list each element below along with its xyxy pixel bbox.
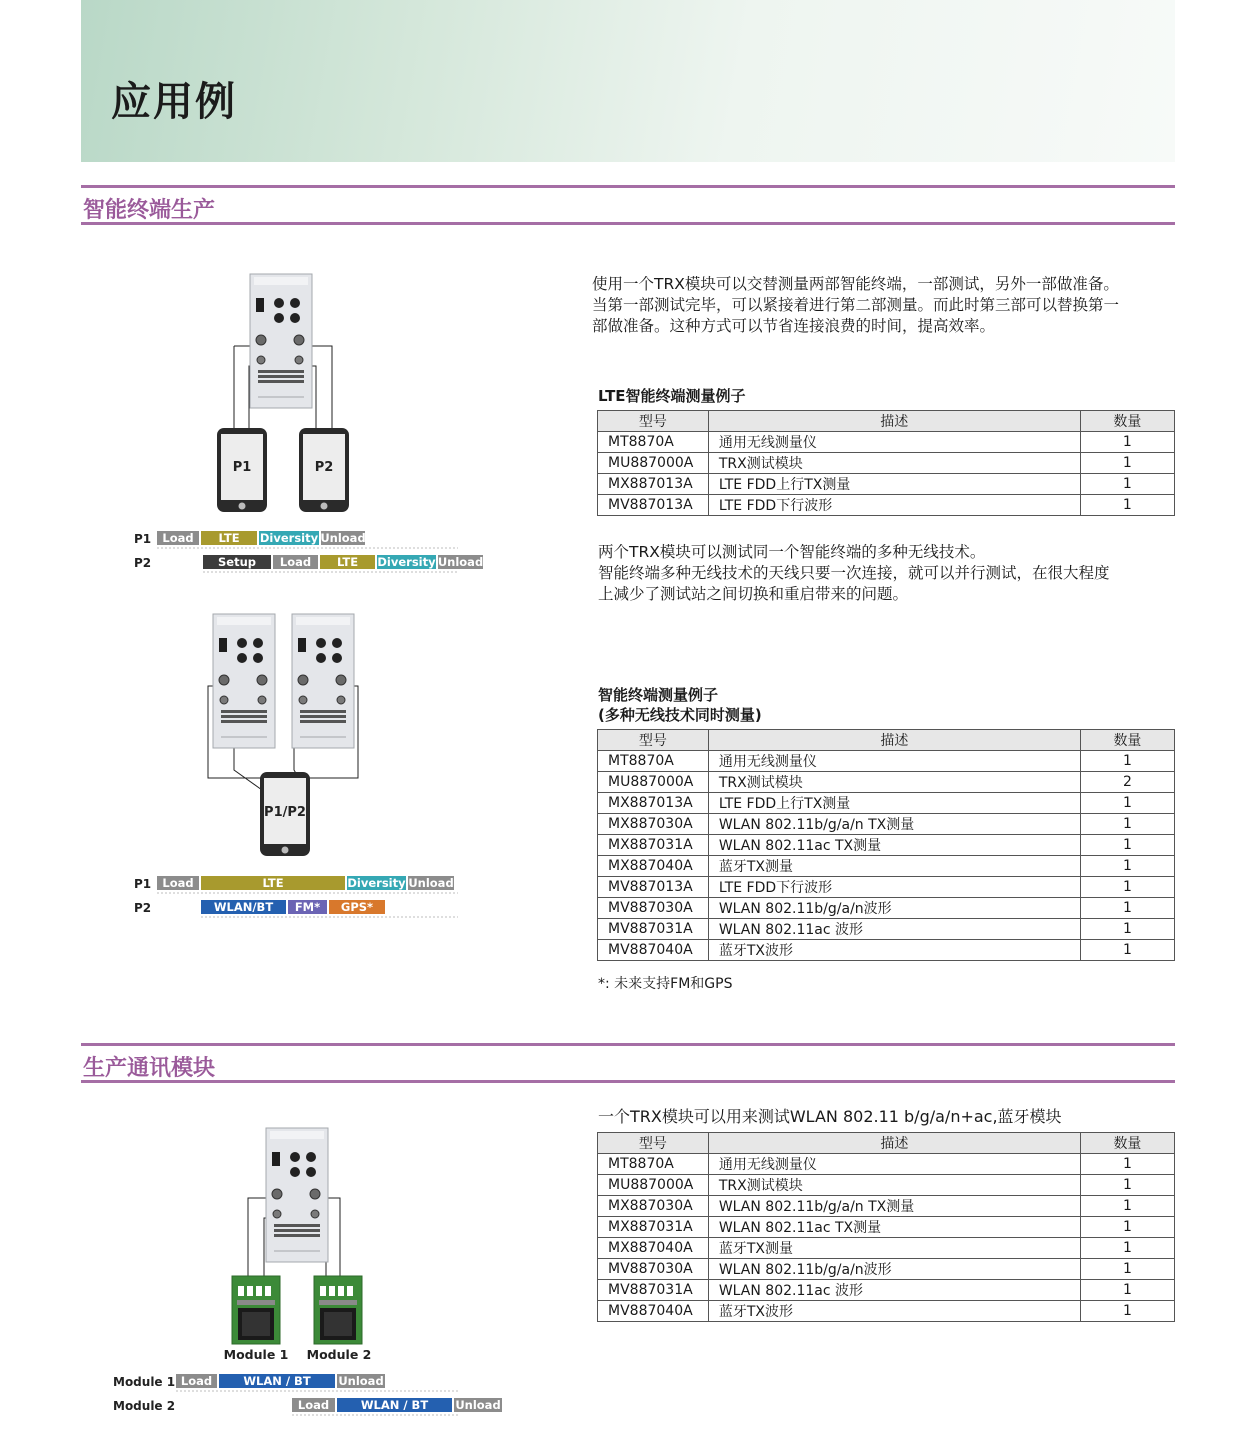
cell-desc: 通用无线测量仪 bbox=[708, 432, 1080, 453]
cell-qty: 1 bbox=[1080, 453, 1174, 474]
cell-qty: 1 bbox=[1080, 1259, 1174, 1280]
trx-module-icon bbox=[292, 614, 354, 748]
cell-desc: TRX测试模块 bbox=[708, 1175, 1080, 1196]
cell-qty: 1 bbox=[1080, 1217, 1174, 1238]
timeline-bar-label: Load bbox=[162, 876, 194, 890]
cell-qty: 1 bbox=[1080, 919, 1174, 940]
cell-desc: LTE FDD上行TX测量 bbox=[708, 793, 1080, 814]
cell-desc: 蓝牙TX波形 bbox=[708, 940, 1080, 961]
cell-model: MV887013A bbox=[598, 877, 709, 898]
section-title: 智能终端生产 bbox=[83, 198, 216, 223]
trx-module-icon bbox=[266, 1128, 328, 1262]
column-header-desc: 描述 bbox=[708, 1133, 1080, 1154]
cell-desc: WLAN 802.11b/g/a/n TX测量 bbox=[708, 814, 1080, 835]
timeline-bar-label: WLAN/BT bbox=[213, 900, 274, 914]
cell-desc: LTE FDD下行波形 bbox=[708, 877, 1080, 898]
cell-desc: WLAN 802.11b/g/a/n波形 bbox=[708, 1259, 1080, 1280]
cell-model: MX887040A bbox=[598, 856, 709, 877]
cell-qty: 1 bbox=[1080, 877, 1174, 898]
timeline-row-label: P2 bbox=[134, 901, 152, 915]
cell-qty: 1 bbox=[1080, 1301, 1174, 1322]
timeline-row-label: Module 2 bbox=[113, 1399, 176, 1413]
cell-qty: 1 bbox=[1080, 1154, 1174, 1175]
cell-desc: 蓝牙TX测量 bbox=[708, 1238, 1080, 1259]
phone-label-p2: P2 bbox=[314, 460, 334, 475]
cell-model: MV887030A bbox=[598, 898, 709, 919]
cell-model: MX887030A bbox=[598, 1196, 709, 1217]
cell-model: MX887031A bbox=[598, 1217, 709, 1238]
paragraph-line: 部做准备。这种方式可以节省连接浪费的时间，提高效率。 bbox=[592, 317, 996, 335]
cell-qty: 1 bbox=[1080, 1280, 1174, 1301]
table1-caption: LTE智能终端测量例子 bbox=[598, 387, 746, 405]
timeline-bar-label: Load bbox=[279, 555, 312, 569]
timeline-bar-label: LTE bbox=[218, 531, 240, 545]
cell-desc: LTE FDD下行波形 bbox=[708, 495, 1080, 516]
cell-desc: WLAN 802.11ac TX测量 bbox=[708, 835, 1080, 856]
cell-qty: 1 bbox=[1080, 495, 1174, 516]
cell-desc: TRX测试模块 bbox=[708, 453, 1080, 474]
timeline-bar-label: FM* bbox=[294, 900, 321, 914]
cell-model: MX887030A bbox=[598, 814, 709, 835]
column-header-qty: 数量 bbox=[1080, 730, 1174, 751]
cell-desc: 通用无线测量仪 bbox=[708, 1154, 1080, 1175]
diagram-alternate-phones bbox=[217, 274, 349, 512]
intro-paragraph-3: 一个TRX模块可以用来测试WLAN 802.11 b/g/a/n+ac,蓝牙模块 bbox=[598, 1107, 1062, 1126]
column-header-desc: 描述 bbox=[708, 411, 1080, 432]
timeline-bar-label: Setup bbox=[218, 555, 256, 569]
pcb-module-icon bbox=[232, 1276, 280, 1344]
pcb-module-icon bbox=[314, 1276, 362, 1344]
timeline-modules bbox=[113, 1374, 502, 1415]
timeline-bar-label: Load bbox=[162, 531, 194, 545]
cell-model: MV887040A bbox=[598, 1301, 709, 1322]
timeline-bar-label: Unload bbox=[338, 1374, 384, 1388]
timeline-bar-label: GPS* bbox=[340, 900, 374, 914]
cell-model: MU887000A bbox=[598, 772, 709, 793]
timeline-alternate bbox=[134, 531, 483, 572]
cell-desc: 通用无线测量仪 bbox=[708, 751, 1080, 772]
paragraph-line: 使用一个TRX模块可以交替测量两部智能终端，一部测试，另外一部做准备。 bbox=[592, 275, 1119, 293]
timeline-row-label: P2 bbox=[134, 556, 152, 570]
cell-model: MX887040A bbox=[598, 1238, 709, 1259]
diagram-dual-trx bbox=[208, 614, 358, 856]
page-title: 应用例 bbox=[111, 79, 237, 125]
paragraph-line: 上减少了测试站之间切换和重启带来的问题。 bbox=[598, 585, 909, 603]
cell-qty: 2 bbox=[1080, 772, 1174, 793]
footnote: *: 未来支持FM和GPS bbox=[598, 976, 733, 992]
paragraph-line: 智能终端多种无线技术的天线只要一次连接，就可以并行测试，在很大程度 bbox=[598, 564, 1110, 582]
cell-desc: WLAN 802.11ac TX测量 bbox=[708, 1217, 1080, 1238]
timeline-bar-label: Unload bbox=[408, 876, 454, 890]
cell-model: MV887030A bbox=[598, 1259, 709, 1280]
cell-desc: LTE FDD上行TX测量 bbox=[708, 474, 1080, 495]
cell-desc: 蓝牙TX测量 bbox=[708, 856, 1080, 877]
cell-qty: 1 bbox=[1080, 940, 1174, 961]
cell-qty: 1 bbox=[1080, 474, 1174, 495]
cell-model: MV887031A bbox=[598, 919, 709, 940]
cell-desc: WLAN 802.11ac 波形 bbox=[708, 1280, 1080, 1301]
cell-model: MT8870A bbox=[598, 1154, 709, 1175]
cell-qty: 1 bbox=[1080, 1238, 1174, 1259]
column-header-qty: 数量 bbox=[1080, 1133, 1174, 1154]
caption-line: (多种无线技术同时测量) bbox=[598, 706, 762, 724]
column-header-model: 型号 bbox=[598, 411, 709, 432]
column-header-desc: 描述 bbox=[708, 730, 1080, 751]
phone-label-p1p2: P1/P2 bbox=[264, 805, 306, 820]
cell-qty: 1 bbox=[1080, 898, 1174, 919]
phone-label-p1: P1 bbox=[232, 460, 252, 475]
timeline-row-label: Module 1 bbox=[113, 1375, 176, 1389]
trx-module-icon bbox=[213, 614, 275, 748]
cell-desc: 蓝牙TX波形 bbox=[708, 1301, 1080, 1322]
section-title: 生产通讯模块 bbox=[83, 1056, 216, 1081]
cell-model: MV887040A bbox=[598, 940, 709, 961]
cell-model: MX887013A bbox=[598, 793, 709, 814]
cell-qty: 1 bbox=[1080, 793, 1174, 814]
cell-model: MT8870A bbox=[598, 751, 709, 772]
cell-model: MU887000A bbox=[598, 1175, 709, 1196]
cell-model: MV887031A bbox=[598, 1280, 709, 1301]
cell-qty: 1 bbox=[1080, 432, 1174, 453]
column-header-model: 型号 bbox=[598, 730, 709, 751]
module-label-2: Module 2 bbox=[306, 1347, 372, 1362]
cell-model: MV887013A bbox=[598, 495, 709, 516]
paragraph-line: 当第一部测试完毕，可以紧接着进行第二部测量。而此时第三部可以替换第一 bbox=[592, 296, 1120, 314]
trx-module-icon bbox=[250, 274, 312, 408]
timeline-row-label: P1 bbox=[134, 532, 152, 546]
column-header-model: 型号 bbox=[598, 1133, 709, 1154]
timeline-dual-trx bbox=[134, 876, 458, 917]
paragraph-line: 两个TRX模块可以测试同一个智能终端的多种无线技术。 bbox=[598, 543, 986, 561]
timeline-bar-label: Diversity bbox=[347, 876, 406, 890]
cell-model: MX887013A bbox=[598, 474, 709, 495]
cell-desc: WLAN 802.11ac 波形 bbox=[708, 919, 1080, 940]
cell-model: MU887000A bbox=[598, 453, 709, 474]
cell-qty: 1 bbox=[1080, 751, 1174, 772]
caption-line: 智能终端测量例子 bbox=[598, 686, 719, 704]
timeline-bar-label: LTE bbox=[262, 876, 284, 890]
cell-qty: 1 bbox=[1080, 1196, 1174, 1217]
timeline-bar-label: Diversity bbox=[259, 531, 319, 545]
timeline-bar-label: Unload bbox=[455, 1398, 501, 1412]
timeline-bar-label: Load bbox=[297, 1398, 330, 1412]
cell-qty: 1 bbox=[1080, 835, 1174, 856]
cell-model: MX887031A bbox=[598, 835, 709, 856]
module-label-1: Module 1 bbox=[223, 1347, 289, 1362]
cell-desc: TRX测试模块 bbox=[708, 772, 1080, 793]
timeline-bar-label: Unload bbox=[437, 555, 484, 569]
cell-qty: 1 bbox=[1080, 814, 1174, 835]
column-header-qty: 数量 bbox=[1080, 411, 1174, 432]
cell-model: MT8870A bbox=[598, 432, 709, 453]
timeline-bar-label: WLAN / BT bbox=[243, 1374, 311, 1388]
timeline-bar-label: Load bbox=[180, 1374, 213, 1388]
cell-desc: WLAN 802.11b/g/a/n波形 bbox=[708, 898, 1080, 919]
timeline-bar-label: WLAN / BT bbox=[360, 1398, 429, 1412]
cell-desc: WLAN 802.11b/g/a/n TX测量 bbox=[708, 1196, 1080, 1217]
timeline-row-label: P1 bbox=[134, 877, 152, 891]
timeline-bar-label: Unload bbox=[320, 531, 366, 545]
timeline-bar-label: Diversity bbox=[377, 555, 436, 569]
cell-qty: 1 bbox=[1080, 1175, 1174, 1196]
cell-qty: 1 bbox=[1080, 856, 1174, 877]
diagram-modules bbox=[224, 1128, 372, 1362]
timeline-bar-label: LTE bbox=[336, 555, 359, 569]
